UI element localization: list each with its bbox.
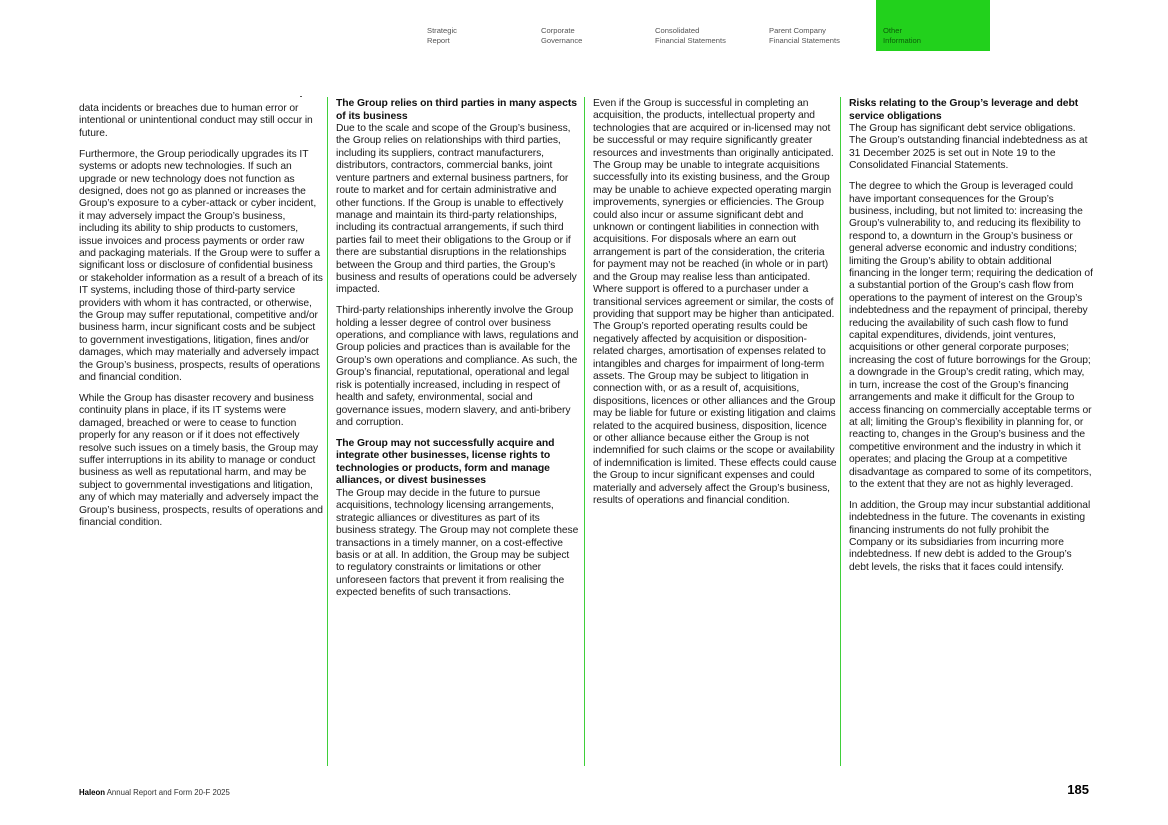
section-heading: Risks relating to the Group’s leverage and debt service obligations — [849, 98, 1079, 122]
section-heading: The Group may not successfully acquire and integrate other businesses, license rights to technologies or products, form and manage alliances, or divest businesses — [336, 437, 555, 487]
paragraph: The Group may decide in the future to pursue acquisitions, technology licensing arrangements, strategic alliances or divestitures as part of its business strategy. The Group may not complete these transactions in a timely manner, on a cost-effective basis or at all. In addition, the Group may be subject to regulatory constraints or limitations or other unforeseen factors that prevent it from realising the expected benefits of such transactions. — [336, 487, 579, 599]
page-number: 185 — [1067, 782, 1089, 797]
paragraph: The Group has significant debt service obligations. The Group’s outstanding financial indebtedness as at 31 December 2025 is set out in Note 19 to the Consolidated Financial Statements. — [849, 123, 1088, 172]
column-divider — [584, 97, 585, 766]
brand-name: Haleon — [79, 788, 105, 797]
paragraph: Due to the scale and scope of the Group’s business, the Group relies on relationships with third parties, including its suppliers, contract manufacturers, distributors, contractors, commercial banks, joint venture partners and external business partners, for route to market and for certain administrative and other functions. If the Group is unable to effectively manage and maintain its third-party relationships, including its contractual arrangements, if such third parties fail to meet their obligations to the Group or if there are substantial disruptions in the relationships between the Group and third parties, the Group’s business and results of operations could be adversely impacted. — [336, 123, 577, 296]
tab-corporate-governance[interactable]: Corporate Governance — [541, 26, 583, 45]
footer — [79, 788, 230, 797]
tab-strategic-report[interactable]: Strategic Report — [427, 26, 457, 45]
column-4 — [849, 98, 1093, 583]
section-nav — [420, 0, 990, 51]
paragraph: Even if the Group is successful in completing an acquisition, the products, intellectual property and technologies that are acquired or in-licensed may not be successful or may require significantly greater resources and investments than originally anticipated. The Group may be unable to integrate acquisitions successfully into its existing business, and the Group may be unable to achieve expected operating margin improvements, synergies or efficiencies. The Group could also incur or assume significant debt and unknown or contingent liabilities in connection with acquisitions. For disposals where an earn out arrangement is part of the consideration, the criteria for payment may not be reached (in whole or in part) and the Group may realise less than anticipated. Where support is offered to a purchaser under a transitional services agreement or similar, the costs of providing that support may be higher than anticipated. The Group’s reported operating results could be negatively affected by acquisition or disposition-related charges, amortisation of expenses related to intangibles and charges for impairment of long-term assets. The Group may be subject to litigation in connection with, or as a result of, acquisitions, dispositions, licences or other alliances and the Group may be liable for future or existing litigation and claims related to the acquired business, disposition, licence or other alliance because either the Group is not indemnified for such claims or the scope or availability of indemnification is limited. These effects could cause the Group to incur significant expenses and could materially and adversely affect the Group’s business, results of operations and financial condition. — [593, 98, 837, 506]
footer-text: Annual Report and Form 20-F 2025 — [105, 788, 230, 797]
column-marker — [300, 96, 302, 97]
tab-parent-company-financial-statements[interactable]: Parent Company Financial Statements — [769, 26, 840, 45]
tab-consolidated-financial-statements[interactable]: Consolidated Financial Statements — [655, 26, 726, 45]
tab-other-information[interactable]: Other Information — [876, 0, 990, 51]
paragraph: Third-party relationships inherently involve the Group holding a lesser degree of control over business operations, and compliance with laws, regulations and Group policies and practices than is available for the Group’s own operations and compliance. As such, the Group’s financial, reputational, operational and legal risk is potentially increased, including in respect of health and safety, environmental, social and governance issues, modern slavery, and anti-bribery and corruption. — [336, 305, 579, 428]
paragraph: While the Group has disaster recovery and business continuity plans in place, if its IT systems were damaged, breached or were to cease to function properly for any reason or if it does not effectively resolve such issues on a timely basis, the Group may suffer interruptions in its ability to manage or conduct business as well as reputational harm, and may be subject to governmental investigations and litigation, any of which may materially and adversely impact the Group’s business, prospects, results of operations and financial condition. — [79, 392, 323, 528]
column-divider — [327, 97, 328, 766]
paragraph: The degree to which the Group is leveraged could have important consequences for the Group’s business, including, but not limited to: increasing the Group’s vulnerability to, and reducing its flexibility to respond to, a downturn in the Group’s business or general adverse economic and industry conditions; limiting the Group’s ability to obtain additional financing in the longer term; requiring the dedication of a substantial portion of the Group’s cash flow from operations to the payment of interest on the Group’s indebtedness and the repayment of principal, thereby reducing the availability of such cash flow to fund capital expenditures, dividends, joint ventures, acquisitions or other general corporate purposes; increasing the cost of future borrowings for the Group; a downgrade in the Group’s credit rating, which may, in turn, increase the cost of the Group’s financing arrangements and make it difficult for the Group to access financing on commercially acceptable terms or at all; limiting the Group’s flexibility in planning for, or reacting to, changes in the Group’s business and the competitive environment and the industry in which it operates; and placing the Group at a competitive disadvantage as compared to some of its competitors, to the extent that they are not as highly leveraged. — [849, 181, 1093, 490]
paragraph: In addition, the Group may incur substantial additional indebtedness in the future. The covenants in existing financing instruments do not fully prohibit the Company or its subsidiaries from incurring more indebtedness. If new debt is added to the Group’s debt levels, the risks that it faces could intensify. — [849, 499, 1091, 573]
column-1 — [79, 103, 323, 538]
paragraph: data incidents or breaches due to human error or intentional or unintentional conduct may still occur in future. — [79, 103, 313, 139]
column-divider — [840, 97, 841, 766]
column-3 — [593, 98, 837, 516]
paragraph: Furthermore, the Group periodically upgrades its IT systems or adopts new technologies. If such an upgrade or new technology does not function as designed, does not go as planned or increases the Group’s exposure to a cyber-attack or cyber incident, it may adversely impact the Group’s business, including its ability to ship products to customers, issue invoices and process payments or order raw and packaging materials. If the Group were to suffer a significant loss or disclosure of confidential business or stakeholder information as a result of a breach of its IT systems, including those of third-party service providers with whom it has contracted, or otherwise, the Group may suffer reputational, competitive and/or business harm, incur significant costs and be subject to government investigations, litigation, fines and/or damages, which may materially and adversely impact the Group’s business, prospects, results of operations and financial condition. — [79, 148, 323, 384]
column-2 — [336, 98, 580, 608]
section-heading: The Group relies on third parties in many aspects of its business — [336, 98, 577, 122]
